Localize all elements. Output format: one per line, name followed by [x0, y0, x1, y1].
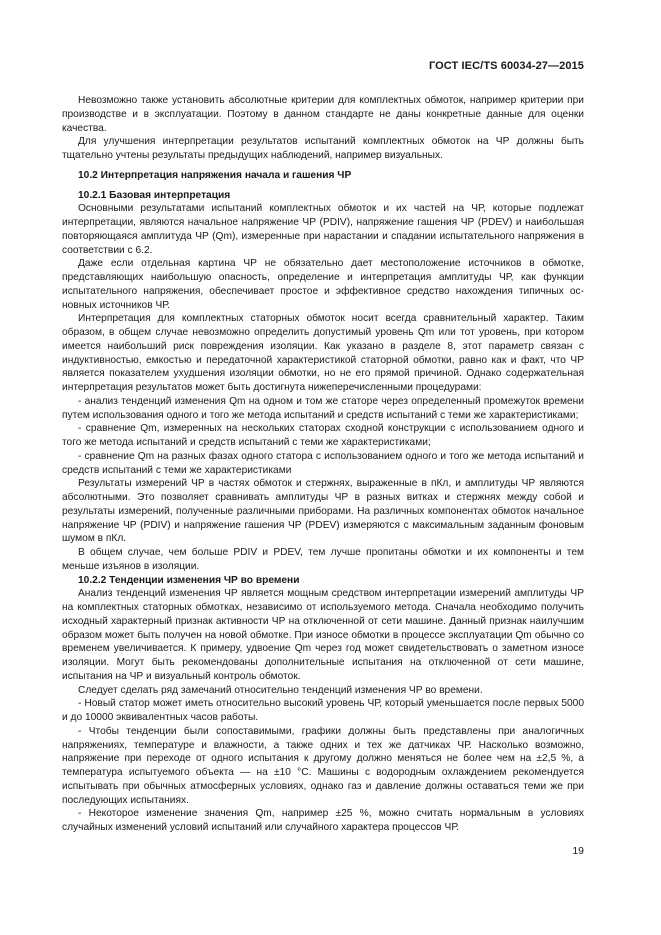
- paragraph: Невозможно также установить абсолютные критерии для комплектных обмоток, например критерии при производстве и в эксплуатации. Поэтому в данном стандарте не даны конкретные данные для оценки качества.: [62, 95, 584, 134]
- document-body: [62, 94, 584, 835]
- paragraph: Анализ тенденций изменения ЧР является мощным средством интерпретации измерений амплитуды ЧР на комплектных статорных обмотках, независимо от используемого метода. Сначала необходимо получить исходный характерный признак активности ЧР на отключенной от сети машине. Данный признак наилучшим образом может быть получен на новой обмотке. При износе обмотки в процессе эксплуатации Qm обычно со временем увеличивается. К примеру, удвоение Qm через год может свидетельствовать о заметном износе изоляции. Могут быть рекомендованы дополнительные испытания на отключенной от сети машине, испытания на ЧР и визуальный контроль обмоток.: [62, 588, 584, 682]
- paragraph: Для улучшения интерпретации результатов испытаний комплектных обмоток на ЧР должны быть тщательно учтены результаты предыдущих наблюдений, например визуальных.: [62, 136, 584, 161]
- page-number: 19: [572, 845, 584, 857]
- paragraph: Основными результатами испытаний комплектных обмоток и их частей на ЧР, которые подлежат интерпретации, являются начальное напряжение ЧР (PDIV), напряжение гашения ЧР (PDEV) и наибольшая повторяющаяся амплитуда ЧР (Qm), измеренные при нарастании и спадании испытательного напряжения в соответствии с 6.2.: [62, 203, 584, 256]
- list-item: - сравнение Qm на разных фазах одного статора с использованием одного и того же метода испытаний и средств испытаний с теми же характеристиками: [62, 450, 584, 476]
- list-item: - Чтобы тенденции были сопоставимыми, графики должны быть представлены при аналогичных напряжениях, температуре и влажности, а также одних и тех же датчиках ЧР. Насколько возможно, напряжение при переходе от одного испытания к другому должно меняться не более чем на ±2,5 %, а температура испытуемого объекта — на ±10 °С. Машины с водородным охлаждением рекомендуется испытывать при обычных атмосферных условиях, однако газ и давление должны оставаться теми же при последующих испытаниях.: [62, 725, 584, 806]
- section-heading-10-2-2: 10.2.2 Тенденции изменения ЧР во времени: [78, 574, 300, 586]
- list-item: - Некоторое изменение значения Qm, например ±25 %, можно считать нормальным в условиях случайных изменений условий испытаний или случайного характера процессов ЧР.: [62, 808, 584, 833]
- list-item: - сравнение Qm, измеренных на нескольких статорах сходной конструкции с использованием одного и того же метода испытаний и средств испытаний с теми же характеристиками;: [62, 423, 584, 448]
- paragraph: Следует сделать ряд замечаний относительно тенденций изменения ЧР во времени.: [78, 684, 483, 696]
- paragraph: Интерпретация для комплектных статорных обмоток носит всегда сравнительный характер. Таким образом, в общем случае невозможно определить допустимый уровень Qm или тот уровень, при котором имеется наибольший риск повреждения изоляции. Как указано в разделе 8, этот параметр связан с индуктивностью, емкостью и передаточной характеристикой статорной обмотки, равно как и факт, что ЧР является показателем ухудшения изоляции обмотки, но не его прямой причиной. Однако содержательная интерпретация результатов может быть достигнута нижеперечисленными процедурами:: [62, 313, 584, 393]
- section-heading-10-2-1: 10.2.1 Базовая интерпретация: [78, 189, 231, 201]
- list-item: - анализ тенденций изменения Qm на одном и том же статоре через определенный промежуток времени путем использования одного и того же метода испытаний и средств испытаний с теми же характеристиками;: [62, 395, 584, 421]
- section-heading-10-2: 10.2 Интерпретация напряжения начала и гашения ЧР: [78, 169, 352, 181]
- paragraph: Даже если отдельная картина ЧР не обязательно дает местоположение источников в обмотке, представляющих наибольшую опасность, определение и интерпретация амплитуды ЧР, как функции испытательного напряжения, обеспечивает простое и эффективное средство нахождения типичных основных источников ЧР.: [62, 258, 584, 311]
- list-item: - Новый статор может иметь относительно высокий уровень ЧР, который уменьшается после первых 5000 и до 10000 эквивалентных часов работы.: [62, 698, 584, 723]
- paragraph: Результаты измерений ЧР в частях обмоток и стержнях, выраженные в пКл, и амплитуды ЧР являются абсолютными. Это позволяет сравнивать амплитуды ЧР в разных витках и стержнях между собой и результаты измерений, полученные различными приборами. На различных компонентах обмоток начальное напряжение ЧР (PDIV) и напряжение гашения ЧР (PDEV) измеряются с максимальным заданным фоновым шумом в пКл.: [62, 478, 584, 545]
- paragraph: В общем случае, чем больше PDIV и PDEV, тем лучше пропитаны обмотки и их компоненты и тем меньше изъянов в изоляции.: [62, 547, 584, 572]
- standard-header: ГОСТ IEC/TS 60034-27—2015: [428, 60, 584, 72]
